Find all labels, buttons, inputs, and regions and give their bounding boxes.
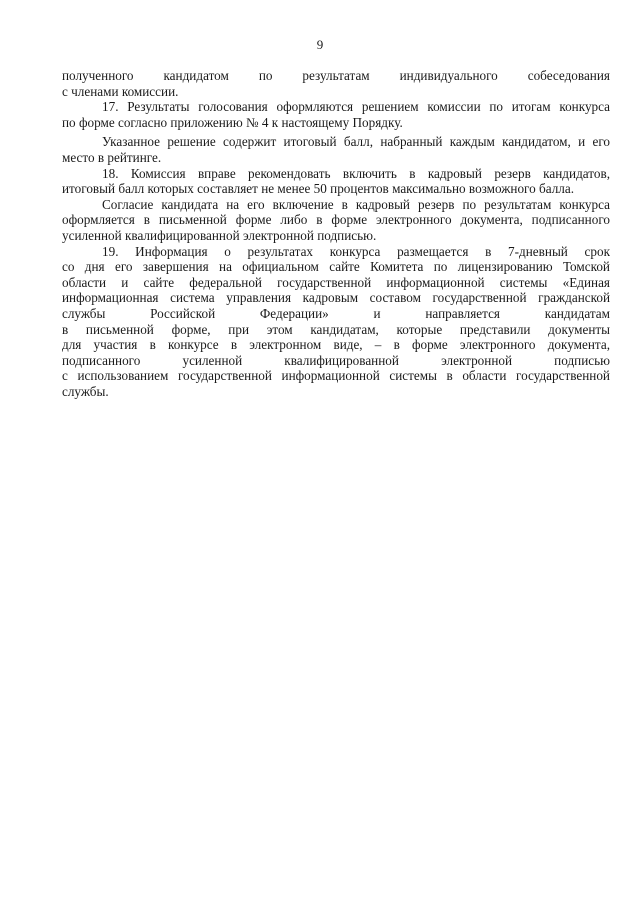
paragraph-17-line: 17. Результаты голосования оформляются решением комиссии по итогам конкурса bbox=[102, 99, 610, 115]
text-line: для участия в конкурсе в электронном виде, – в форме электронного документа, bbox=[62, 337, 610, 353]
text-line: со дня его завершения на официальном сайте Комитета по лицензированию Томской bbox=[62, 259, 610, 275]
text-line: области и сайте федеральной государственной информационной системы «Единая bbox=[62, 274, 610, 290]
text-line: итоговый балл которых составляет не менее 50 процентов максимально возможного балла. bbox=[62, 181, 575, 197]
text-line: в письменной форме, при этом кандидатам, которые представили документы bbox=[62, 321, 610, 337]
text-line: оформляется в письменной форме либо в форме электронного документа, подписанного bbox=[62, 212, 610, 228]
text-line: усиленной квалифицированной электронной подписью. bbox=[62, 227, 377, 243]
text-line: по форме согласно приложению № 4 к настоящему Порядку. bbox=[62, 114, 403, 130]
text-line: с использованием государственной информационной системы в области государственной bbox=[62, 368, 610, 384]
text-line: службы Российской Федерации» и направляется кандидатам bbox=[62, 305, 610, 321]
page-number: 9 bbox=[316, 37, 324, 52]
text-line: Согласие кандидата на его включение в кадровый резерв по результатам конкурса bbox=[102, 196, 610, 212]
text-line: Указанное решение содержит итоговый балл, набранный каждым кандидатом, и его bbox=[102, 134, 610, 150]
text-line: место в рейтинге. bbox=[62, 149, 162, 165]
text-line: информационная система управления кадровым составом государственной гражданской bbox=[62, 290, 610, 306]
document-body bbox=[62, 68, 610, 399]
text-line: полученного кандидатом по результатам индивидуального собеседования bbox=[62, 68, 610, 83]
text-line: службы. bbox=[62, 383, 109, 399]
text-line: подписанного усиленной квалифицированной электронной подписью bbox=[62, 352, 610, 368]
text-line: с членами комиссии. bbox=[62, 83, 179, 99]
paragraph-19-line: 19. Информация о результатах конкурса размещается в 7-дневный срок bbox=[102, 243, 610, 259]
paragraph-18-line: 18. Комиссия вправе рекомендовать включить в кадровый резерв кандидатов, bbox=[102, 165, 610, 181]
